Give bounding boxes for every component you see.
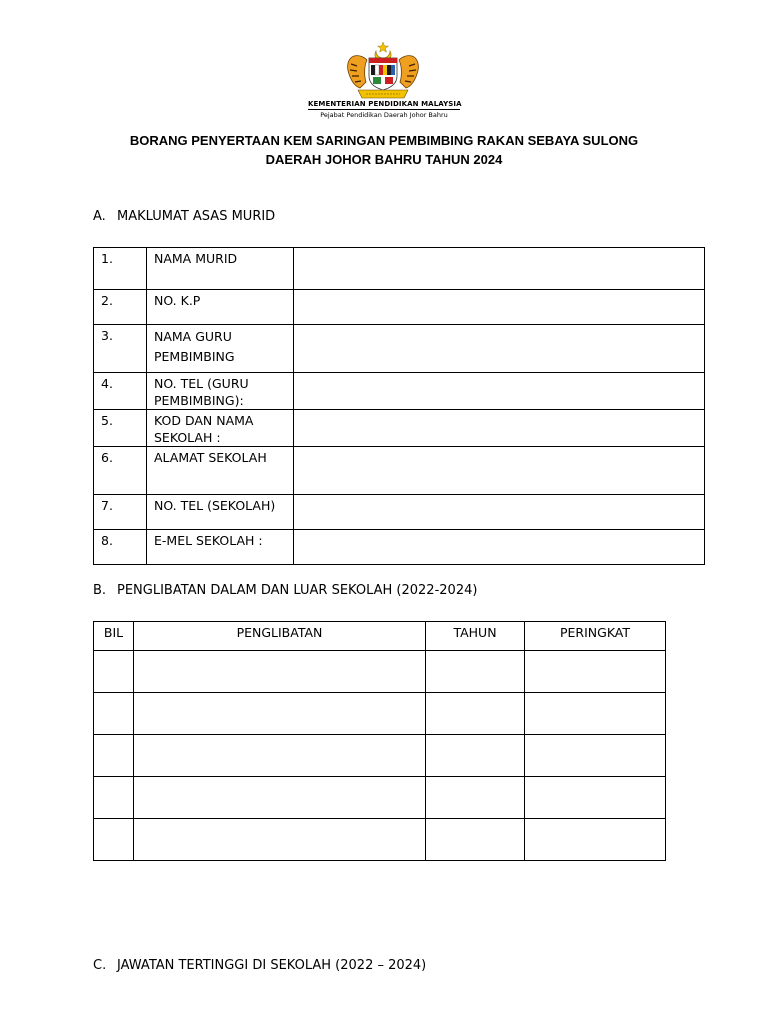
year-cell[interactable] bbox=[426, 777, 525, 819]
section-a-title: MAKLUMAT ASAS MURID bbox=[117, 209, 276, 224]
bil-cell[interactable] bbox=[94, 693, 134, 735]
section-b-letter: B. bbox=[93, 583, 107, 598]
student-name-field[interactable] bbox=[294, 248, 705, 290]
involvement-cell[interactable] bbox=[134, 651, 426, 693]
form-title bbox=[60, 131, 708, 169]
field-label: NAMA GURU PEMBIMBING bbox=[147, 325, 294, 373]
section-b-title: PENGLIBATAN DALAM DAN LUAR SEKOLAH (2022-2024) bbox=[117, 583, 478, 598]
school-phone-field[interactable] bbox=[294, 495, 705, 530]
form-title-line-1: BORANG PENYERTAAN KEM SARINGAN PEMBIMBING RAKAN SEBAYA SULONG bbox=[129, 133, 639, 148]
involvement-cell[interactable] bbox=[134, 693, 426, 735]
table-row bbox=[94, 325, 705, 373]
year-cell[interactable] bbox=[426, 819, 525, 861]
year-cell[interactable] bbox=[426, 651, 525, 693]
ic-number-field[interactable] bbox=[294, 290, 705, 325]
column-header-peringkat: PERINGKAT bbox=[525, 622, 666, 651]
section-b-heading bbox=[93, 583, 477, 598]
bil-cell[interactable] bbox=[94, 651, 134, 693]
field-label: ALAMAT SEKOLAH bbox=[147, 447, 294, 495]
row-number: 8. bbox=[94, 530, 147, 565]
office-name: Pejabat Pendidikan Daerah Johor Bahru bbox=[320, 111, 448, 119]
involvement-cell[interactable] bbox=[134, 777, 426, 819]
level-cell[interactable] bbox=[525, 693, 666, 735]
table-row bbox=[94, 651, 666, 693]
school-email-field[interactable] bbox=[294, 530, 705, 565]
table-row bbox=[94, 248, 705, 290]
bil-cell[interactable] bbox=[94, 777, 134, 819]
bil-cell[interactable] bbox=[94, 819, 134, 861]
row-number: 6. bbox=[94, 447, 147, 495]
ministry-name: KEMENTERIAN PENDIDIKAN MALAYSIA bbox=[308, 100, 462, 108]
section-c-heading bbox=[93, 958, 426, 973]
table-row bbox=[94, 530, 705, 565]
section-c-title: JAWATAN TERTINGGI DI SEKOLAH (2022 – 2024) bbox=[117, 958, 427, 973]
table-row bbox=[94, 495, 705, 530]
level-cell[interactable] bbox=[525, 819, 666, 861]
field-label: E-MEL SEKOLAH : bbox=[147, 530, 294, 565]
row-number: 5. bbox=[94, 410, 147, 447]
school-code-name-field[interactable] bbox=[294, 410, 705, 447]
table-row bbox=[94, 693, 666, 735]
student-info-table bbox=[93, 247, 705, 565]
section-a-letter: A. bbox=[93, 209, 106, 224]
table-row bbox=[94, 290, 705, 325]
year-cell[interactable] bbox=[426, 693, 525, 735]
table-row bbox=[94, 735, 666, 777]
mentor-teacher-name-field[interactable] bbox=[294, 325, 705, 373]
table-header-row bbox=[94, 622, 666, 651]
field-label: NAMA MURID bbox=[147, 248, 294, 290]
involvement-cell[interactable] bbox=[134, 819, 426, 861]
mentor-teacher-phone-field[interactable] bbox=[294, 373, 705, 410]
section-c-letter: C. bbox=[93, 958, 107, 973]
involvement-cell[interactable] bbox=[134, 735, 426, 777]
column-header-tahun: TAHUN bbox=[426, 622, 525, 651]
level-cell[interactable] bbox=[525, 777, 666, 819]
malaysia-coat-of-arms-logo bbox=[340, 42, 426, 100]
row-number: 2. bbox=[94, 290, 147, 325]
table-row bbox=[94, 777, 666, 819]
level-cell[interactable] bbox=[525, 651, 666, 693]
level-cell[interactable] bbox=[525, 735, 666, 777]
ministry-divider bbox=[308, 109, 460, 110]
year-cell[interactable] bbox=[426, 735, 525, 777]
table-row bbox=[94, 410, 705, 447]
school-address-field[interactable] bbox=[294, 447, 705, 495]
table-row bbox=[94, 447, 705, 495]
field-label: NO. TEL (GURU PEMBIMBING): bbox=[147, 373, 294, 410]
form-title-line-2: DAERAH JOHOR BAHRU TAHUN 2024 bbox=[265, 152, 503, 167]
field-label: NO. K.P bbox=[147, 290, 294, 325]
row-number: 3. bbox=[94, 325, 147, 373]
bil-cell[interactable] bbox=[94, 735, 134, 777]
column-header-penglibatan: PENGLIBATAN bbox=[134, 622, 426, 651]
table-row bbox=[94, 373, 705, 410]
involvement-table bbox=[93, 621, 666, 861]
field-label: NO. TEL (SEKOLAH) bbox=[147, 495, 294, 530]
ministry-header bbox=[308, 100, 460, 119]
row-number: 7. bbox=[94, 495, 147, 530]
section-a-heading bbox=[93, 209, 275, 224]
row-number: 1. bbox=[94, 248, 147, 290]
field-label: KOD DAN NAMA SEKOLAH : bbox=[147, 410, 294, 447]
table-row bbox=[94, 819, 666, 861]
column-header-bil: BIL bbox=[94, 622, 134, 651]
row-number: 4. bbox=[94, 373, 147, 410]
